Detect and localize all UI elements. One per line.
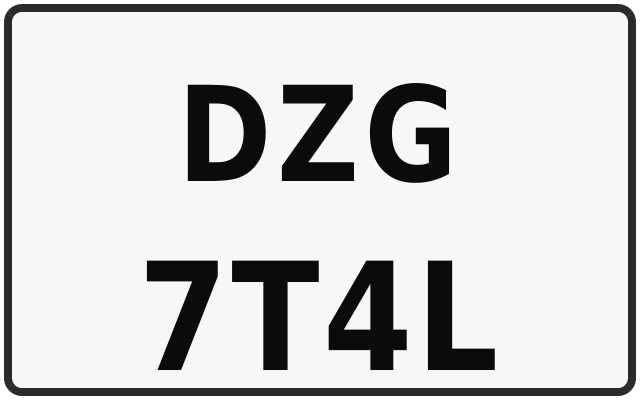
license-plate <box>4 4 636 406</box>
plate-line-2: 7T4L <box>138 232 502 406</box>
plate-line-1: DZG <box>177 59 463 213</box>
